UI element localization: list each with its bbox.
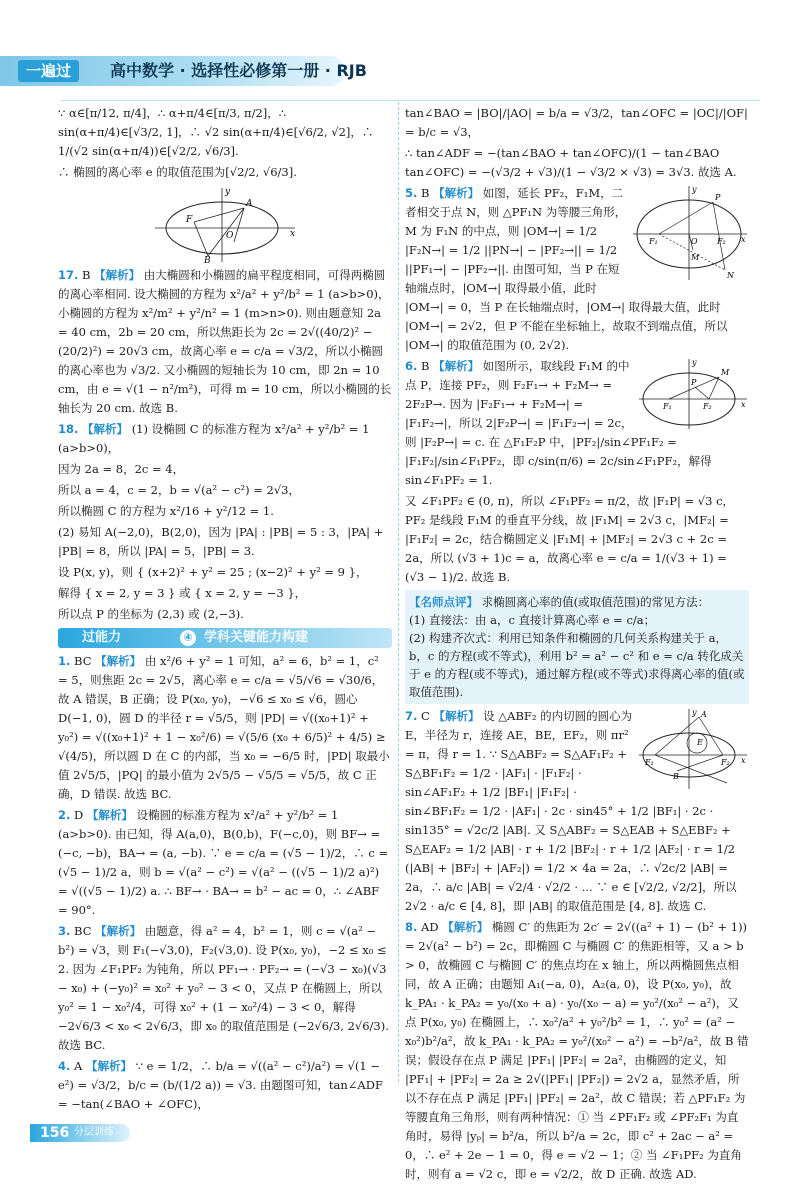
footer-label: 分层训练 [74,1127,114,1138]
svg-text:B: B [673,772,679,781]
svg-text:E: E [697,738,703,747]
analysis-tag: 【解析】 [95,654,142,668]
svg-text:y: y [692,358,697,367]
svg-text:F₂: F₂ [703,402,712,411]
svg-text:F₁: F₁ [663,402,672,411]
section-label: 过能力 [82,630,122,645]
analysis-text: 设椭圆的标准方程为 x²/a² + y²/b² = 1 (a>b>0). 由已知，得 A(a,0)，B(0,b)，F(−c,0)，则 BF→ = (−c, −b)，BA→ = (a, −b). ∵ e = c/a = (√5 − 1)/2，∴ c = (√5 − 1)/2 a，则 b = √(a² − c²) = √(a² − ((√5 − 1)/2 a)²) = √((√5 − 1)/2) a. ∴ BF→ · BA→ = b² − ac = 0，∴ ∠ABF = 90°. [58,808,389,917]
question-number: 5. [405,186,418,200]
analysis-tag: 【解析】 [433,186,480,200]
question-number: 17. [58,268,79,282]
note-method-2: (2) 构建齐次式：利用已知条件和椭圆的几何关系构建关于 a，b，c 的方程(或不等式)，利用 b² = a² − c² 和 e = c/a 转化成关于 e 的方程(或不等式)，通过解方程(或不等式)求得离心率的值(或取值范围). [409,631,745,699]
question-number: 3. [58,924,71,938]
svg-text:F₂: F₂ [721,758,730,767]
analysis-tag: 【解析】 [94,268,141,282]
svg-text:x: x [741,756,746,765]
section-title: 学科关键能力构建 [204,630,309,645]
svg-text:A: A [246,199,253,209]
answer-b1 [58,652,392,804]
right-column [405,104,749,1186]
note-heading: 【名师点评】 [409,595,478,609]
analysis-text: 如图所示，取线段 F₁M 的中点 P，连接 PF₂，则 F₂F₁→ + F₂M→ = 2F₂P→. 因为 |F₂F₁→ + F₂M→| = |F₁F₂→|，所以 2|F₂P→| = |F₁F₂→| = 2c，则 |F₂P→| = c. 在 △F₁F₂P 中，|PF₂|/sin∠PF₁F₂ = |F₁F₂|/sin∠F₁PF₂，即 c/sin(π/6) = 2c/sin∠F₁PF₂，解得 sin∠F₁PF₂ = 1. [405,359,712,487]
svg-text:A: A [701,710,707,719]
page-header [0,50,790,94]
continuation-text: ∵ α∈[π/12, π/4]，∴ α+π/4∈[π/3, π/2]，∴ sin(α+π/4)∈[√3/2, 1]，∴ √2 sin(α+π/4)∈[√6/2, √2]，∴ 1/(√2 sin(α+π/4))∈[√2/2, √6/3]. [58,106,374,158]
analysis-tag: 【解析】 [433,709,480,723]
svg-text:F: F [186,215,193,225]
svg-text:B: B [204,256,211,264]
question-number: 4. [58,1059,71,1073]
question-number: 6. [405,359,418,373]
answer-b2 [58,806,392,920]
answer-choice: B [421,186,430,200]
answer-8 [405,918,749,1184]
question-number: 18. [58,422,79,436]
analysis-text: ∵ e = 1/2，∴ b/a = √((a² − c²)/a²) = √(1 − e²) = √3/2，b/c = (b/(1/2 a)) = √3. 由题图可知，tan∠ADF = −tan(∠BAO + ∠OFC)， [58,1059,383,1111]
answer-b3 [58,922,392,1055]
answer-choice: A [74,1059,83,1073]
ellipse-figure-1 [150,184,300,264]
header-rule [60,100,760,101]
analysis-text: 由 x²/6 + y² = 1 可知，a² = 6，b² = 1，c² = 5，则焦距 2c = 2√5，离心率 e = c/a = √5/√6 = √30/6，故 A 错误，B 正确；设 P(x₀, y₀)，−√6 ≤ x₀ ≤ √6，圆心 D(−1, 0)，圆 D 的半径 r = √5/5，则 |PD| = √((x₀+1)² + y₀²) = √((x₀+1)² + 1 − x₀²/6) = √(5/6 (x₀ + 6/5)² + 4/5) ≥ √(4/5)，所以圆 D 在 C 的内部，当 x₀ = −6/5 时，|PD| 取最小值 2√5/5，|PQ| 的最小值为 2√5/5 − √5/5 = √5/5，故 C 正确，D 错误. 故选 BC. [58,654,390,801]
question-number: 8. [405,920,418,934]
ellipse-figure-6 [637,357,749,431]
analysis-tag: 【解析】 [86,1059,132,1073]
svg-text:P: P [715,193,721,202]
note-intro: 求椭圆离心率的值(或取值范围)的常见方法： [481,595,710,609]
page-footer [0,1124,790,1144]
answer-choice: BC [74,924,92,938]
answer-b4-cont: tan∠BAO = |BO|/|AO| = b/a = √3/2，tan∠OFC = |OC|/|OF| = b/c = √3， [405,106,748,139]
svg-text:P: P [691,378,697,387]
answer-18-line: 解得 { x = 2, y = 3 } 或 { x = 2, y = −3 }， [58,586,307,600]
question-number: 7. [405,709,418,723]
svg-text:M: M [721,368,730,377]
note-method-1: (1) 直接法：由 a，c 直接计算离心率 e = c/a； [409,613,656,627]
answer-18-line: (2) 易知 A(−2,0)，B(2,0)，因为 |PA| : |PB| = 5 : 3，|PA| + |PB| = 8，所以 |PA| = 5，|PB| = 3. [58,525,384,558]
svg-text:N: N [727,271,734,280]
analysis-tag: 【解析】 [86,808,133,822]
analysis-text: 如图，延长 PF₂，F₁M，二者相交于点 N，则 △PF₁N 为等腰三角形，M 为 F₁N 的中点，则 |OM→| = 1/2 |F₂N→| = 1/2 ||PN→| − |PF₂→|| = 1/2 ||PF₁→| − |PF₂→||. 由图可知，当 P 在短轴端点时，|OM→| 取得最小值，此时 |OM→| = 0，当 P 在长轴端点时，|OM→| 取得最大值，此时 |OM→| = 2√2，但 P 不能在坐标轴上，故取不到端点值，所以 |OM→| 的取值范围为 (0, 2√2). [405,186,728,352]
answer-choice: B [82,268,91,282]
svg-text:y: y [692,708,697,717]
svg-text:x: x [290,229,296,239]
svg-text:F₁: F₁ [649,237,658,246]
answer-18-line: 所以椭圆 C 的方程为 x²/16 + y²/12 = 1. [58,504,274,518]
analysis-text: 由题意，得 a² = 4，b² = 1，则 c = √(a² − b²) = √3，则 F₁(−√3,0)，F₂(√3,0). 设 P(x₀, y₀)，−2 ≤ x₀ ≤ 2. 因为 ∠F₁PF₂ 为钝角，所以 PF₁→ · PF₂→ = (−√3 − x₀)(√3 − x₀) + (−y₀)² = x₀² + y₀² − 3 < 0，又点 P 在椭圆上，所以 y₀² = 1 − x₀²/4，可得 x₀² + (1 − x₀²/4) − 3 < 0，解得 −2√6/3 < x₀ < 2√6/3，即 x₀ 的取值范围是 (−2√6/3, 2√6/3). 故选 BC. [58,924,389,1052]
analysis-text: 由大椭圆和小椭圆的扁平程度相同，可得两椭圆的离心率相同. 设大椭圆的方程为 x²/a² + y²/b² = 1 (a>b>0)，小椭圆的方程为 x²/m² + y²/n² = 1 (m>n>0). 则由题意知 2a = 40 cm，2b = 20 cm，所以焦距长为 2c = 2√((40/2)² − (20/2)²) = 20√3 cm，故离心率 e = c/a = √3/2，所以小椭圆的离心率也为 √3/2. 又小椭圆的短轴长为 10 cm，即 2n = 10 cm，由 e = √(1 − n²/m²)，可得 m = 10 cm，所以小椭圆的长轴长为 20 cm. 故选 B. [58,268,392,415]
analysis-tag: 【解析】 [95,924,142,938]
analysis-tag: 【解析】 [82,422,129,436]
svg-text:O: O [226,231,234,241]
answer-b4-conclusion: ∴ tan∠ADF = −(tan∠BAO + tan∠OFC)/(1 − tan∠BAO tan∠OFC) = −(√3/2 + √3)/(1 − √3/2 × √3) = 3√3. 故选 A. [405,146,737,179]
answer-choice: B [421,359,430,373]
answer-18-line: 所以点 P 的坐标为 (2,3) 或 (2,−3). [58,607,244,621]
analysis-tag: 【解析】 [442,920,489,934]
svg-text:x: x [741,400,746,409]
ellipse-figure-7 [637,707,749,791]
teacher-note [405,590,749,704]
answer-choice: AD [421,920,439,934]
answer-choice: D [74,808,84,822]
left-column [58,104,392,1116]
question-number: 1. [58,654,71,668]
analysis-text: (1) 设椭圆 C 的标准方程为 x²/a² + y²/b² = 1 (a>b>0)， [58,422,370,455]
answer-choice: BC [74,654,92,668]
ellipse-figure-5 [631,184,749,282]
column-divider [398,102,399,1082]
analysis-text: 设 △ABF₂ 的内切圆的圆心为 E，半径为 r，连接 AE，BE，EF₂，则 πr² = π，得 r = 1. ∵ S△ABF₂ = S△AF₁F₂ + S△BF₁F₂ = 1/2 · |AF₁| · |F₁F₂| · sin∠AF₁F₂ + 1/2 |BF₁| |F₁F₂| · sin∠BF₁F₂ = 1/2 · |AF₁| · 2c · sin45° + 1/2 |BF₁| · 2c · sin135° = √2c/2 |AB|. 又 S△ABF₂ = S△EAB + S△EBF₂ + S△EAF₂ = 1/2 |AB| · r + 1/2 |BF₂| · r + 1/2 |AF₂| · r = 1/2 (|AB| + |BF₂| + |AF₂|) = 1/2 × 4a = 2a，∴ √2c/2 |AB| = 2a，∴ a/c |AB| = √2/4 · √2/2 · ... ∵ e ∈ [√2/2, √2/2]，所以 2√2 · a/c ∈ [4, 8]，即 |AB| 的取值范围是 [4, 8]. 故选 C. [405,709,737,913]
analysis-tag: 【解析】 [433,359,480,373]
answer-18-line: 因为 2a = 8，2c = 4， [58,462,185,476]
svg-text:F₂: F₂ [717,237,726,246]
answer-18-line: 所以 a = 4，c = 2，b = √(a² − c²) = 2√3， [58,483,300,497]
svg-text:y: y [225,187,231,197]
svg-text:M: M [691,253,700,262]
svg-text:y: y [692,185,697,194]
answer-b4 [58,1057,392,1114]
answer-18-head [58,420,392,458]
svg-text:x: x [741,235,746,244]
section-number-icon: ④ [180,630,196,646]
analysis-text: 椭圆 C′ 的焦距为 2c′ = 2√((a² + 1) − (b² + 1)) = 2√(a² − b²) = 2c，即椭圆 C 与椭圆 C′ 的焦距相等，又 a > b > 0，故椭圆 C 与椭圆 C′ 的焦点均在 x 轴上，所以两椭圆焦点相同，故 A 正确；由题知 A₁(−a, 0)，A₂(a, 0)，设 P(x₀, y₀)，故 k_PA₁ · k_PA₂ = y₀/(x₀ + a) · y₀/(x₀ − a) = y₀²/(x₀² − a²)，又点 P(x₀, y₀) 在椭圆上，∴ x₀²/a² + y₀²/b² = 1，∴ y₀² = (a² − x₀²)b²/a²，故 k_PA₁ · k_PA₂ = y₀²/(x₀² − a²) = −b²/a²，故 B 错误；假设存在点 P 满足 |PF₁| |PF₂| = 2a²，由椭圆的定义，知 |PF₁| + |PF₂| = 2a ≥ 2√(|PF₁| |PF₂|) = 2√2 a，显然矛盾，所以不存在点 P 满足 |PF₁| |PF₂| = 2a²，故 C 错误；若 △PF₁F₂ 为等腰直角三角形，则有两种情况：① 当 ∠PF₁F₂ 或 ∠PF₂F₁ 为直角时，易得 |yₚ| = b²/a，所以 b²/a = 2c，即 c² + 2ac − a² = 0，∴ e² + 2e − 1 = 0，得 e = √2 − 1；② 当 ∠F₁PF₂ 为直角时，则有 a = √2 c，即 e = √2/2，故 D 正确. 故选 AD. [405,920,749,1181]
page-number: 156 [40,1125,70,1141]
answer-18-line: 设 P(x, y)，则 { (x+2)² + y² = 25 ; (x−2)² + y² = 9 }， [58,565,368,579]
section-banner [58,628,392,648]
series-logo: 一遍过 [18,60,79,82]
answer-6-cont: 又 ∠F₁PF₂ ∈ (0, π)，所以 ∠F₁PF₂ = π/2，故 |F₁P| = √3 c，PF₂ 是线段 F₁M 的垂直平分线，故 |F₁M| = 2√3 c，|MF₂| = |F₁F₂| = 2c，结合椭圆定义 |F₁M| + |MF₂| = 2√3 c + 2c = 2a，所以 (√3 + 1)c = a，故离心率 e = c/a = 1/(√3 + 1) = (√3 − 1)/2. 故选 B. [405,494,735,584]
svg-text:O: O [691,237,698,246]
answer-17 [58,266,392,418]
book-title: 高中数学 · 选择性必修第一册 · RJB [110,61,367,80]
svg-text:F₁: F₁ [645,758,654,767]
question-number: 2. [58,808,71,822]
answer-choice: C [421,709,430,723]
continuation-conclusion: ∴ 椭圆的离心率 e 的取值范围为[√2/2, √6/3]. [58,165,297,179]
